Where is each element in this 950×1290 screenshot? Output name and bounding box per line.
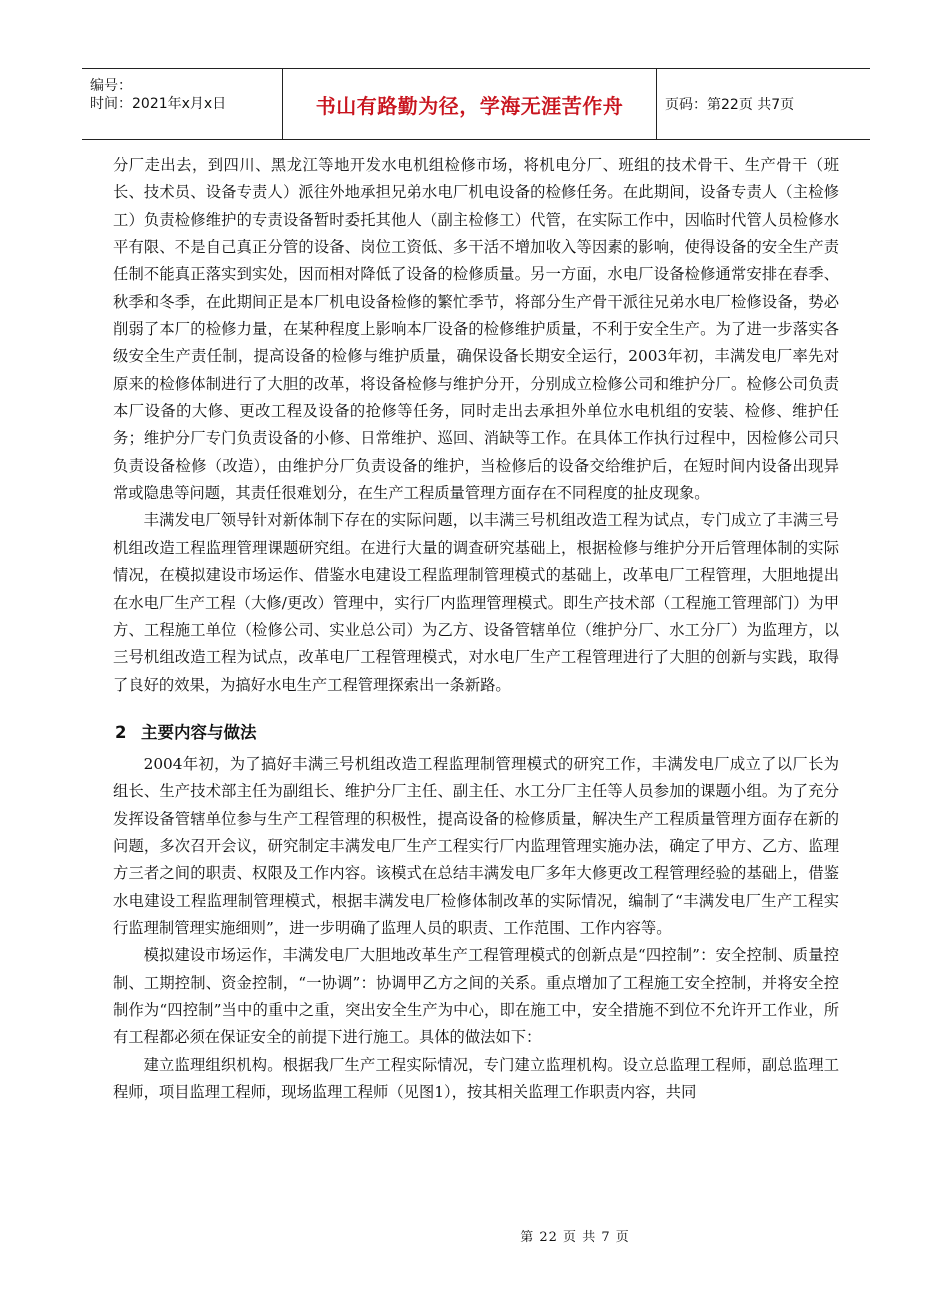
document-number-label: 编号：: [90, 78, 132, 94]
document-body: [113, 152, 839, 1106]
header-info-cell: [82, 69, 282, 139]
header-page-code: 页码：第22页 共7页: [665, 97, 795, 113]
page-header: [82, 68, 870, 140]
section-number: 2: [115, 722, 127, 742]
header-motto: 书山有路勤为径，学海无涯苦作舟: [315, 93, 624, 118]
body-paragraph: 分厂走出去，到四川、黑龙江等地开发水电机组检修市场，将机电分厂、班组的技术骨干、生产骨干（班长、技术员、设备专责人）派往外地承担兄弟水电厂机电设备的检修任务。在此期间，设备专责人（主检修工）负责检修维护的专责设备暂时委托其他人（副主检修工）代管，在实际工作中，因临时代管人员检修水平有限、不是自己真正分管的设备、岗位工资低、多干活不增加收入等因素的影响，使得设备的安全生产责任制不能真正落实到实处，因而相对降低了设备的检修质量。另一方面，水电厂设备检修通常安排在春季、秋季和冬季，在此期间正是本厂机电设备检修的繁忙季节，将部分生产骨干派往兄弟水电厂检修设备，势必削弱了本厂的检修力量，在某种程度上影响本厂设备的检修维护质量，不利于安全生产。为了进一步落实各级安全生产责任制，提高设备的检修与维护质量，确保设备长期安全运行，2003年初，丰满发电厂率先对原来的检修体制进行了大胆的改革，将设备检修与维护分开，分别成立检修公司和维护分厂。检修公司负责本厂设备的大修、更改工程及设备的抢修等任务，同时走出去承担外单位水电机组的安装、检修、维护任务；维护分厂专门负责设备的小修、日常维护、巡回、消缺等工作。在具体工作执行过程中，因检修公司只负责设备检修（改造），由维护分厂负责设备的维护，当检修后的设备交给维护后，在短时间内设备出现异常或隐患等问题，其责任很难划分，在生产工程质量管理方面存在不同程度的扯皮现象。: [113, 156, 839, 503]
header-page-cell: [657, 69, 870, 139]
body-paragraph: 模拟建设市场运作，丰满发电厂大胆地改革生产工程管理模式的创新点是“四控制”：安全控制、质量控制、工期控制、资金控制，“一协调”：协调甲乙方之间的关系。重点增加了工程施工安全控制，并将安全控制作为“四控制”当中的重中之重，突出安全生产为中心，即在施工中，安全措施不到位不允许开工作业，所有工程都必须在保证安全的前提下进行施工。具体的做法如下：: [113, 946, 839, 1047]
header-motto-cell: [282, 69, 657, 139]
body-paragraph: 建立监理组织机构。根据我厂生产工程实际情况，专门建立监理机构。设立总监理工程师，副总监理工程师，项目监理工程师，现场监理工程师（见图1），按其相关监理工作职责内容，共同: [113, 1055, 839, 1101]
section-heading: [115, 721, 839, 745]
document-date-label: 时间：2021年x月x日: [90, 96, 227, 112]
section-title: 主要内容与做法: [141, 722, 257, 742]
footer-page-number: 第 22 页 共 7 页: [520, 1230, 630, 1245]
body-paragraph: 丰满发电厂领导针对新体制下存在的实际问题，以丰满三号机组改造工程为试点，专门成立了丰满三号机组改造工程监理管理课题研究组。在进行大量的调查研究基础上，根据检修与维护分开后管理体制的实际情况，在模拟建设市场运作、借鉴水电建设工程监理制管理模式的基础上，改革电厂工程管理，大胆地提出在水电厂生产工程（大修/更改）管理中，实行厂内监理管理模式。即生产技术部（工程施工管理部门）为甲方、工程施工单位（检修公司、实业总公司）为乙方、设备管辖单位（维护分厂、水工分厂）为监理方，以三号机组改造工程为试点，改革电厂工程管理模式，对水电厂生产工程管理进行了大胆的创新与实践，取得了良好的效果，为搞好水电生产工程管理探索出一条新路。: [113, 511, 839, 694]
page-footer: [0, 1226, 950, 1245]
body-paragraph: 2004年初，为了搞好丰满三号机组改造工程监理制管理模式的研究工作，丰满发电厂成立了以厂长为组长、生产技术部主任为副组长、维护分厂主任、副主任、水工分厂主任等人员参加的课题小组。为了充分发挥设备管辖单位参与生产工程管理的积极性，提高设备的检修质量，解决生产工程质量管理方面存在新的问题，多次召开会议，研究制定丰满发电厂生产工程实行厂内监理管理实施办法，确定了甲方、乙方、监理方三者之间的职责、权限及工作内容。该模式在总结丰满发电厂多年大修更改工程管理经验的基础上，借鉴水电建设工程监理制管理模式，根据丰满发电厂检修体制改革的实际情况，编制了“丰满发电厂生产工程实行监理制管理实施细则”，进一步明确了监理人员的职责、工作范围、工作内容等。: [113, 754, 839, 937]
